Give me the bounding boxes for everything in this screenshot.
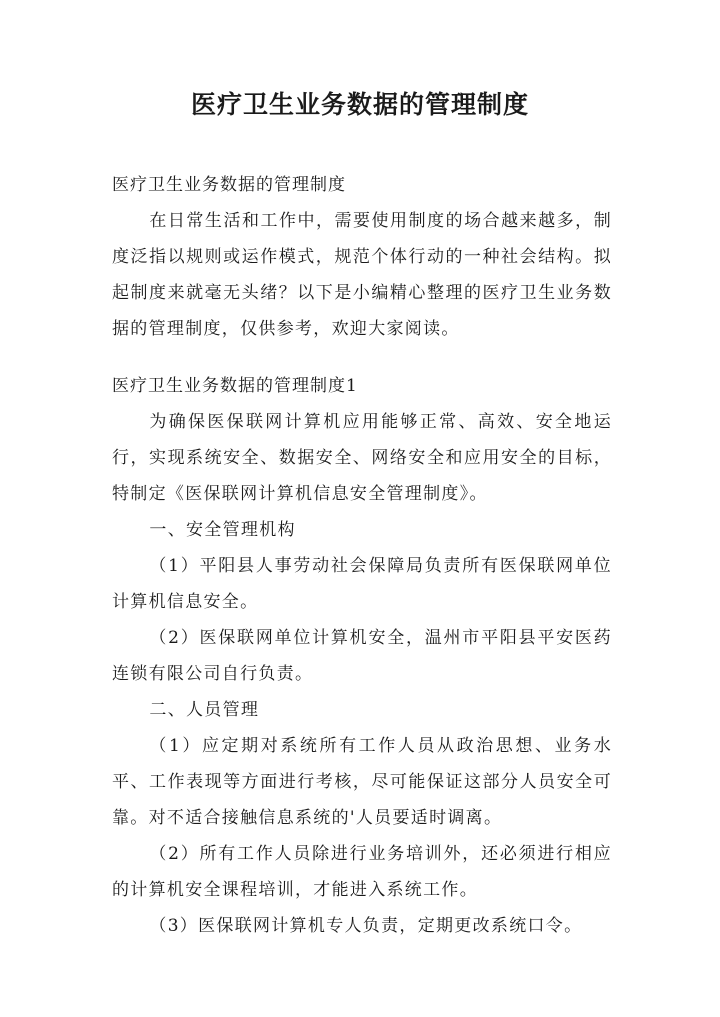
section-1-paragraph: （2）医保联网单位计算机安全，温州市平阳县平安医药连锁有限公司自行负责。	[112, 628, 612, 684]
subheading-personnel-management: 二、人员管理	[149, 700, 260, 720]
subheading-security-organization: 一、安全管理机构	[149, 520, 296, 540]
intro-section	[112, 167, 612, 347]
section-1-heading: 医疗卫生业务数据的管理制度1	[112, 376, 358, 396]
section-1	[112, 368, 612, 944]
section-1-paragraph: （1）平阳县人事劳动社会保障局负责所有医保联网单位计算机信息安全。	[112, 556, 612, 612]
section-1-paragraph: 为确保医保联网计算机应用能够正常、高效、安全地运行，实现系统安全、数据安全、网络安全和应用安全的目标，特制定《医保联网计算机信息安全管理制度》。	[112, 412, 612, 504]
section-1-paragraph: （1）应定期对系统所有工作人员从政治思想、业务水平、工作表现等方面进行考核，尽可能保证这部分人员安全可靠。对不适合接触信息系统的'人员要适时调离。	[112, 736, 612, 828]
section-1-paragraph: （3）医保联网计算机专人负责，定期更改系统口令。	[149, 916, 583, 936]
intro-heading: 医疗卫生业务数据的管理制度	[112, 175, 346, 195]
section-1-paragraph: （2）所有工作人员除进行业务培训外，还必须进行相应的计算机安全课程培训，才能进入系统工作。	[112, 844, 612, 900]
document-title: 医疗卫生业务数据的管理制度	[190, 90, 529, 119]
intro-paragraph: 在日常生活和工作中，需要使用制度的场合越来越多，制度泛指以规则或运作模式，规范个体行动的一种社会结构。拟起制度来就毫无头绪？以下是小编精心整理的医疗卫生业务数据的管理制度，仅供参考，欢迎大家阅读。	[112, 211, 612, 339]
